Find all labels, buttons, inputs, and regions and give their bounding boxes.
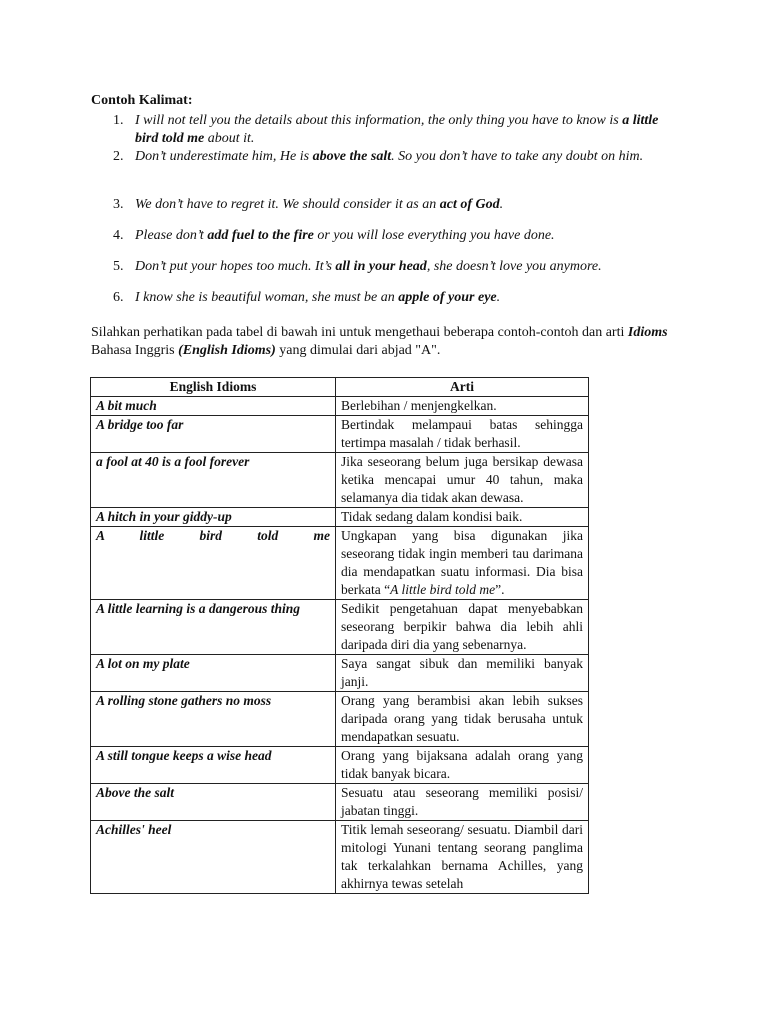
- example-text: Don’t underestimate him, He is: [135, 149, 313, 164]
- idiom-cell: A rolling stone gathers no moss: [91, 692, 336, 747]
- idiom-cell: A hitch in your giddy-up: [91, 508, 336, 527]
- table-row: [91, 747, 589, 784]
- example-text: We don’t have to regret it. We should consider it as an: [135, 197, 440, 212]
- meaning-cell: Orang yang berambisi akan lebih sukses daripada orang yang tidak berusaha untuk mendapatkan sesuatu.: [336, 692, 589, 747]
- table-row: [91, 784, 589, 821]
- intro-paragraph: [91, 324, 671, 360]
- meaning-cell: Sesuatu atau seseorang memiliki posisi/ jabatan tinggi.: [336, 784, 589, 821]
- idiom-cell: Above the salt: [91, 784, 336, 821]
- example-text: Don’t put your hopes too much. It’s: [135, 259, 336, 274]
- idiom-cell: Achilles' heel: [91, 821, 336, 894]
- meaning-cell: Jika seseorang belum juga bersikap dewasa ketika mencapai umur 40 tahun, maka selamanya dia tidak akan dewasa.: [336, 453, 589, 508]
- example-idiom: above the salt: [312, 149, 392, 164]
- example-text: .: [499, 197, 504, 212]
- example-item-3: [113, 196, 673, 214]
- table-row: [91, 397, 589, 416]
- example-text: or you will lose everything you have done.: [313, 228, 555, 243]
- example-text: I will not tell you the details about this information, the only thing you have to know is: [135, 113, 623, 128]
- example-idiom: act of God: [439, 197, 500, 212]
- example-idiom: apple of your eye: [398, 290, 497, 305]
- meaning-cell: Tidak sedang dalam kondisi baik.: [336, 508, 589, 527]
- meaning-cell: Berlebihan / menjengkelkan.: [336, 397, 589, 416]
- intro-text: Bahasa Inggris: [91, 343, 179, 358]
- intro-text: Silahkan perhatikan pada tabel di bawah ini untuk mengethaui beberapa contoh-contoh dan arti: [91, 325, 628, 340]
- idiom-cell: A still tongue keeps a wise head: [91, 747, 336, 784]
- meaning-cell: Orang yang bijaksana adalah orang yang tidak banyak bicara.: [336, 747, 589, 784]
- meaning-text: ”.: [495, 582, 505, 597]
- idiom-cell: A lot on my plate: [91, 655, 336, 692]
- intro-text: yang dimulai dari abjad "A".: [275, 343, 441, 358]
- example-item-6: [113, 289, 673, 307]
- table-row: [91, 821, 589, 894]
- idiom-cell: A bridge too far: [91, 416, 336, 453]
- example-item-2: [113, 148, 673, 166]
- column-header-idioms: English Idioms: [91, 378, 336, 397]
- example-item-5: [113, 258, 673, 276]
- example-item-1: [113, 112, 673, 148]
- table-row: [91, 416, 589, 453]
- idiom-cell: A little bird told me: [91, 527, 336, 600]
- table-row: [91, 655, 589, 692]
- example-idiom: all in your head: [335, 259, 427, 274]
- example-number: 1.: [113, 113, 124, 128]
- idiom-cell: a fool at 40 is a fool forever: [91, 453, 336, 508]
- example-number: 2.: [113, 149, 124, 164]
- meaning-quote: A little bird told me: [390, 582, 496, 597]
- idiom-cell: A little learning is a dangerous thing: [91, 600, 336, 655]
- example-text: about it.: [204, 131, 255, 146]
- meaning-cell: Saya sangat sibuk dan memiliki banyak janji.: [336, 655, 589, 692]
- meaning-cell: [336, 527, 589, 600]
- example-text: I know she is beautiful woman, she must be an: [135, 290, 399, 305]
- meaning-cell: Titik lemah seseorang/ sesuatu. Diambil dari mitologi Yunani tentang seorang panglima tak terkalahkan bernama Achilles, yang akhirnya tewas setelah: [336, 821, 589, 894]
- column-header-arti: Arti: [336, 378, 589, 397]
- section-heading: Contoh Kalimat:: [91, 93, 193, 108]
- example-text: . So you don’t have to take any doubt on him.: [391, 149, 644, 164]
- example-number: 6.: [113, 290, 124, 305]
- example-text: , she doesn’t love you anymore.: [426, 259, 602, 274]
- intro-emphasis: (English Idioms): [178, 343, 276, 358]
- example-text: .: [496, 290, 501, 305]
- example-number: 5.: [113, 259, 124, 274]
- table-row: [91, 508, 589, 527]
- meaning-cell: Sedikit pengetahuan dapat menyebabkan seseorang berpikir bahwa dia lebih ahli daripada diri dia yang sebenarnya.: [336, 600, 589, 655]
- intro-emphasis: Idioms: [627, 325, 668, 340]
- meaning-cell: Bertindak melampaui batas sehingga tertimpa masalah / tidak berhasil.: [336, 416, 589, 453]
- example-idiom: a little bird told me: [135, 113, 659, 146]
- example-number: 4.: [113, 228, 124, 243]
- idiom-cell: A bit much: [91, 397, 336, 416]
- example-item-4: [113, 227, 673, 245]
- idioms-table: [90, 377, 589, 894]
- example-idiom: add fuel to the fire: [207, 228, 314, 243]
- table-row: [91, 453, 589, 508]
- example-text: Please don’t: [135, 228, 208, 243]
- example-number: 3.: [113, 197, 124, 212]
- meaning-text: Ungkapan yang bisa digunakan jika seseorang tidak ingin memberi tau darimana dia mendapatkan suatu informasi. Dia bisa berkata “: [341, 528, 583, 597]
- table-header-row: [91, 378, 589, 397]
- table-row: [91, 527, 589, 600]
- table-row: [91, 600, 589, 655]
- table-row: [91, 692, 589, 747]
